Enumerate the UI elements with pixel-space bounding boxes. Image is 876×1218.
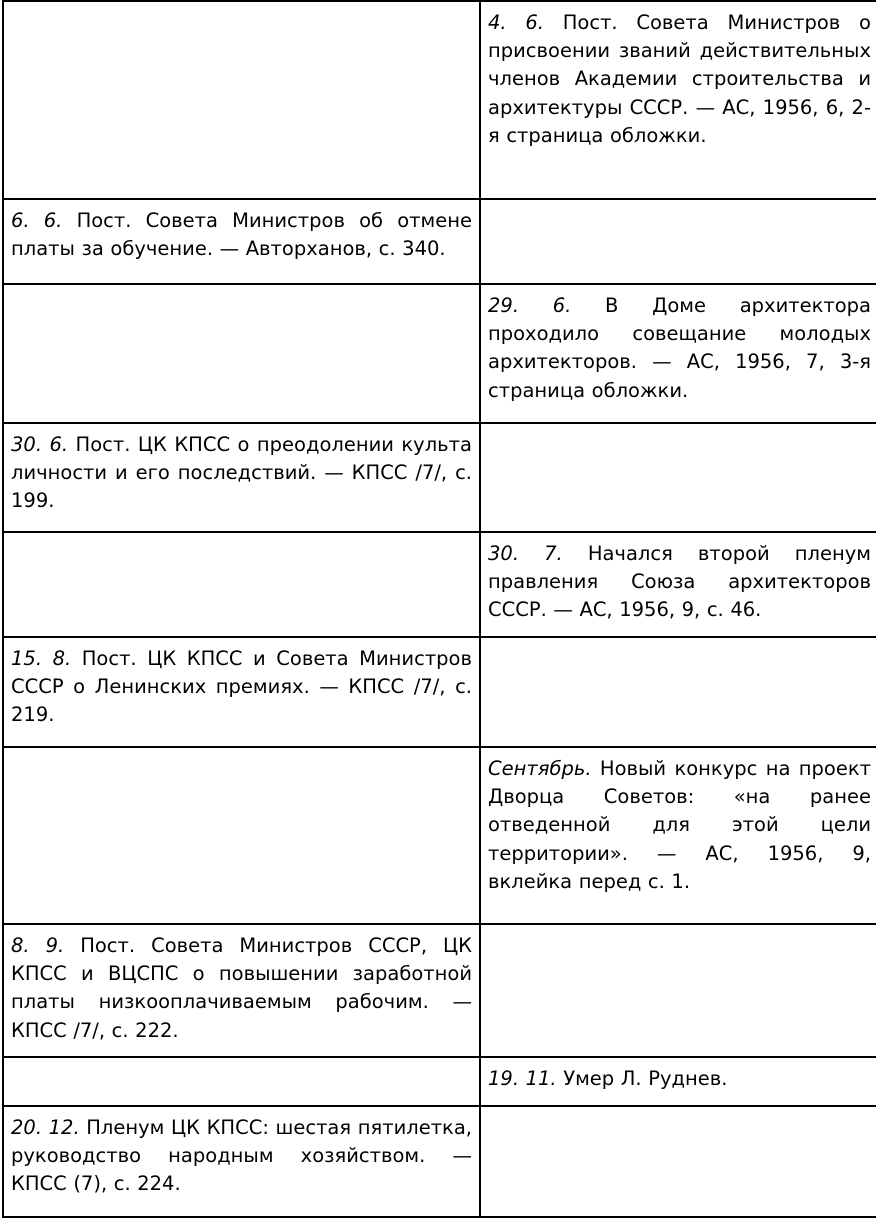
table-cell-right	[480, 637, 876, 747]
table-cell-right	[480, 1, 876, 199]
entry-date: 6. 6.	[11, 209, 63, 232]
table-cell-left	[3, 747, 480, 924]
table-cell-left	[3, 1, 480, 199]
table-cell-right	[480, 532, 876, 637]
table-cell-left	[3, 1106, 480, 1217]
entry-content	[481, 2, 876, 158]
entry-date: 15. 8.	[11, 647, 72, 670]
table-cell-left	[3, 924, 480, 1057]
table-row	[3, 532, 876, 637]
entry-content	[4, 1107, 479, 1207]
entry-body: Начался второй пленум правления Союза архитекторов СССР. — АС, 1956, 9, с. 46.	[488, 542, 871, 622]
table-cell-right	[480, 1106, 876, 1217]
table-row	[3, 284, 876, 423]
table-cell-right	[480, 747, 876, 924]
table-row	[3, 199, 876, 284]
entry-date: 4. 6.	[488, 11, 544, 34]
table-body	[3, 1, 876, 1217]
entry-body: Пост. Совета Министров о присвоении званий действительных членов Академии строительства и архитектуры СССР. — АС, 1956, 6, 2-я страница обложки.	[488, 11, 871, 147]
entry-content	[481, 1058, 876, 1101]
table-row	[3, 1106, 876, 1217]
entry-date: 29. 6.	[488, 294, 572, 317]
entry-body: Пост. ЦК КПСС и Совета Министров СССР о Ленинских премиях. — КПСС /7/, с. 219.	[11, 647, 472, 727]
entry-content	[4, 200, 479, 271]
table-cell-right	[480, 924, 876, 1057]
entry-content	[481, 748, 876, 904]
entry-date: 20. 12.	[11, 1116, 80, 1139]
table-row	[3, 1057, 876, 1106]
chronology-table	[2, 0, 876, 1218]
entry-body: Пост. Совета Министров СССР, ЦК КПСС и ВЦСПС о повышении заработной платы низкооплачиваемым рабочим. — КПСС /7/, с. 222.	[11, 934, 472, 1042]
entry-date: 30. 6.	[11, 433, 69, 456]
entry-body: Пост. ЦК КПСС о преодолении культа личности и его последствий. — КПСС /7/, с. 199.	[11, 433, 472, 513]
entry-body: Умер Л. Руднев.	[556, 1067, 728, 1090]
entry-date: 30. 7.	[488, 542, 563, 565]
table-cell-left	[3, 423, 480, 532]
table-cell-right	[480, 284, 876, 423]
entry-body: Новый конкурс на проект Дворца Советов: «на ранее отведенной для этой цели территории». — АС, 1956, 9, вклейка перед с. 1.	[488, 757, 871, 893]
entry-body: Пленум ЦК КПСС: шестая пятилетка, руководство народным хозяйством. — КПСС (7), с. 224.	[11, 1116, 472, 1196]
entry-date: Сентябрь.	[488, 757, 592, 780]
entry-content	[4, 925, 479, 1053]
entry-date: 8. 9.	[11, 934, 65, 957]
entry-body: В Доме архитектора проходило совещание молодых архитекторов. — АС, 1956, 7, 3-я страница обложки.	[488, 294, 871, 402]
entry-content	[4, 424, 479, 524]
table-row	[3, 637, 876, 747]
table-cell-left	[3, 284, 480, 423]
table-cell-right	[480, 1057, 876, 1106]
entry-content	[481, 285, 876, 413]
table-row	[3, 747, 876, 924]
table-cell-right	[480, 199, 876, 284]
table-cell-left	[3, 532, 480, 637]
table-cell-left	[3, 199, 480, 284]
table-cell-left	[3, 637, 480, 747]
entry-body: Пост. Совета Министров об отмене платы за обучение. — Авторханов, с. 340.	[11, 209, 472, 261]
entry-date: 19. 11.	[488, 1067, 557, 1090]
table-row	[3, 423, 876, 532]
table-cell-left	[3, 1057, 480, 1106]
table-row	[3, 1, 876, 199]
table-cell-right	[480, 423, 876, 532]
entry-content	[481, 533, 876, 633]
table-row	[3, 924, 876, 1057]
entry-content	[4, 638, 479, 738]
